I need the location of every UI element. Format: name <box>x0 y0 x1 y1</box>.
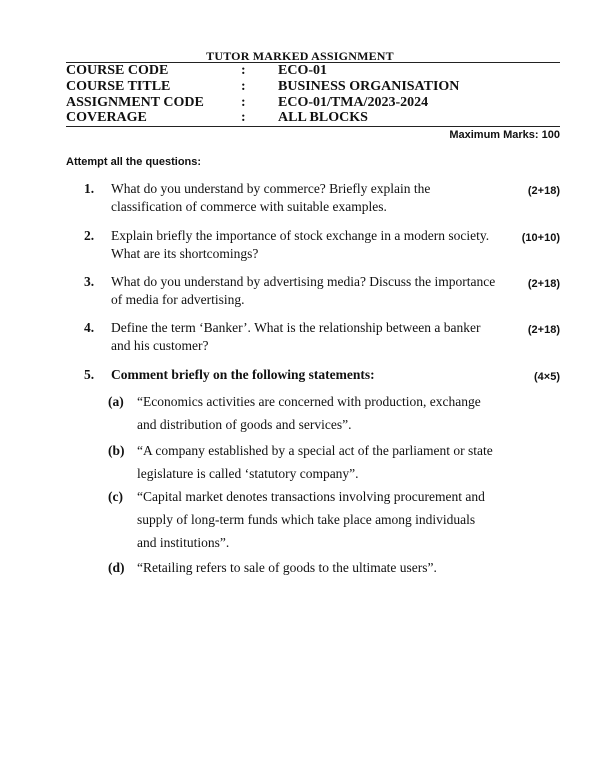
instruction-text: Attempt all the questions: <box>66 156 202 168</box>
statement-line: “A company established by a special act of the parliament or state <box>137 443 493 458</box>
question-text <box>111 180 506 216</box>
document-title: TUTOR MARKED ASSIGNMENT <box>206 49 394 63</box>
statement-label: (b) <box>108 443 125 458</box>
statement-line: and distribution of goods and services”. <box>137 417 352 432</box>
statement-label: (a) <box>108 394 124 409</box>
question-marks: (4×5) <box>534 371 560 383</box>
question-marks: (2+18) <box>527 185 560 197</box>
statement-line: and institutions”. <box>137 535 230 550</box>
course-code-row <box>66 63 560 79</box>
question-line: What are its shortcomings? <box>111 246 259 261</box>
question-text <box>111 273 506 309</box>
statement-text <box>137 485 507 554</box>
question-line: What do you understand by commerce? Briefly explain the <box>111 181 431 196</box>
assignment-code-label: ASSIGNMENT CODE <box>66 95 204 110</box>
course-code-colon: : <box>241 63 246 78</box>
statement-line: “Retailing refers to sale of goods to the ultimate users”. <box>137 560 437 575</box>
question-line: and his customer? <box>111 338 209 353</box>
coverage-colon: : <box>241 110 246 125</box>
statement-text <box>137 556 507 579</box>
question-text <box>111 366 506 384</box>
statement-line: supply of long-term funds which take place among individuals <box>137 512 476 527</box>
question-marks: (2+18) <box>527 324 560 336</box>
question-line: Explain briefly the importance of stock exchange in a modern society. <box>111 228 490 243</box>
question-number: 5. <box>84 367 95 382</box>
question-marks: (2+18) <box>527 278 560 290</box>
statement-line: “Capital market denotes transactions involving procurement and <box>137 489 485 504</box>
coverage-label: COVERAGE <box>66 110 147 125</box>
statement-label: (c) <box>108 489 123 504</box>
question-line: Define the term ‘Banker’. What is the relationship between a banker <box>111 320 481 335</box>
statement-line: “Economics activities are concerned with production, exchange <box>137 394 481 409</box>
question-marks: (10+10) <box>521 232 560 244</box>
statement-label: (d) <box>108 560 125 575</box>
course-title-value: BUSINESS ORGANISATION <box>278 79 460 94</box>
question-number: 2. <box>84 228 95 243</box>
question-number: 1. <box>84 181 95 196</box>
question-text <box>111 319 506 355</box>
header-bottom-rule <box>66 126 560 127</box>
course-title-colon: : <box>241 79 246 94</box>
question-line: of media for advertising. <box>111 292 245 307</box>
assignment-code-colon: : <box>241 95 246 110</box>
course-title-label: COURSE TITLE <box>66 79 171 94</box>
course-code-value: ECO-01 <box>278 63 327 78</box>
question-number: 3. <box>84 274 95 289</box>
assignment-code-value: ECO-01/TMA/2023-2024 <box>278 95 429 110</box>
statement-text <box>137 439 507 485</box>
question-line: Comment briefly on the following statements: <box>111 367 375 382</box>
maximum-marks: Maximum Marks: 100 <box>449 129 560 141</box>
question-number: 4. <box>84 320 95 335</box>
question-line: classification of commerce with suitable examples. <box>111 199 387 214</box>
coverage-value: ALL BLOCKS <box>278 110 368 125</box>
assignment-code-row <box>66 95 560 111</box>
course-title-row <box>66 79 560 95</box>
statement-text <box>137 390 507 436</box>
coverage-row <box>66 110 560 126</box>
course-code-label: COURSE CODE <box>66 63 169 78</box>
question-text <box>111 227 506 263</box>
statement-line: legislature is called ‘statutory company”. <box>137 466 359 481</box>
question-line: What do you understand by advertising media? Discuss the importance <box>111 274 496 289</box>
